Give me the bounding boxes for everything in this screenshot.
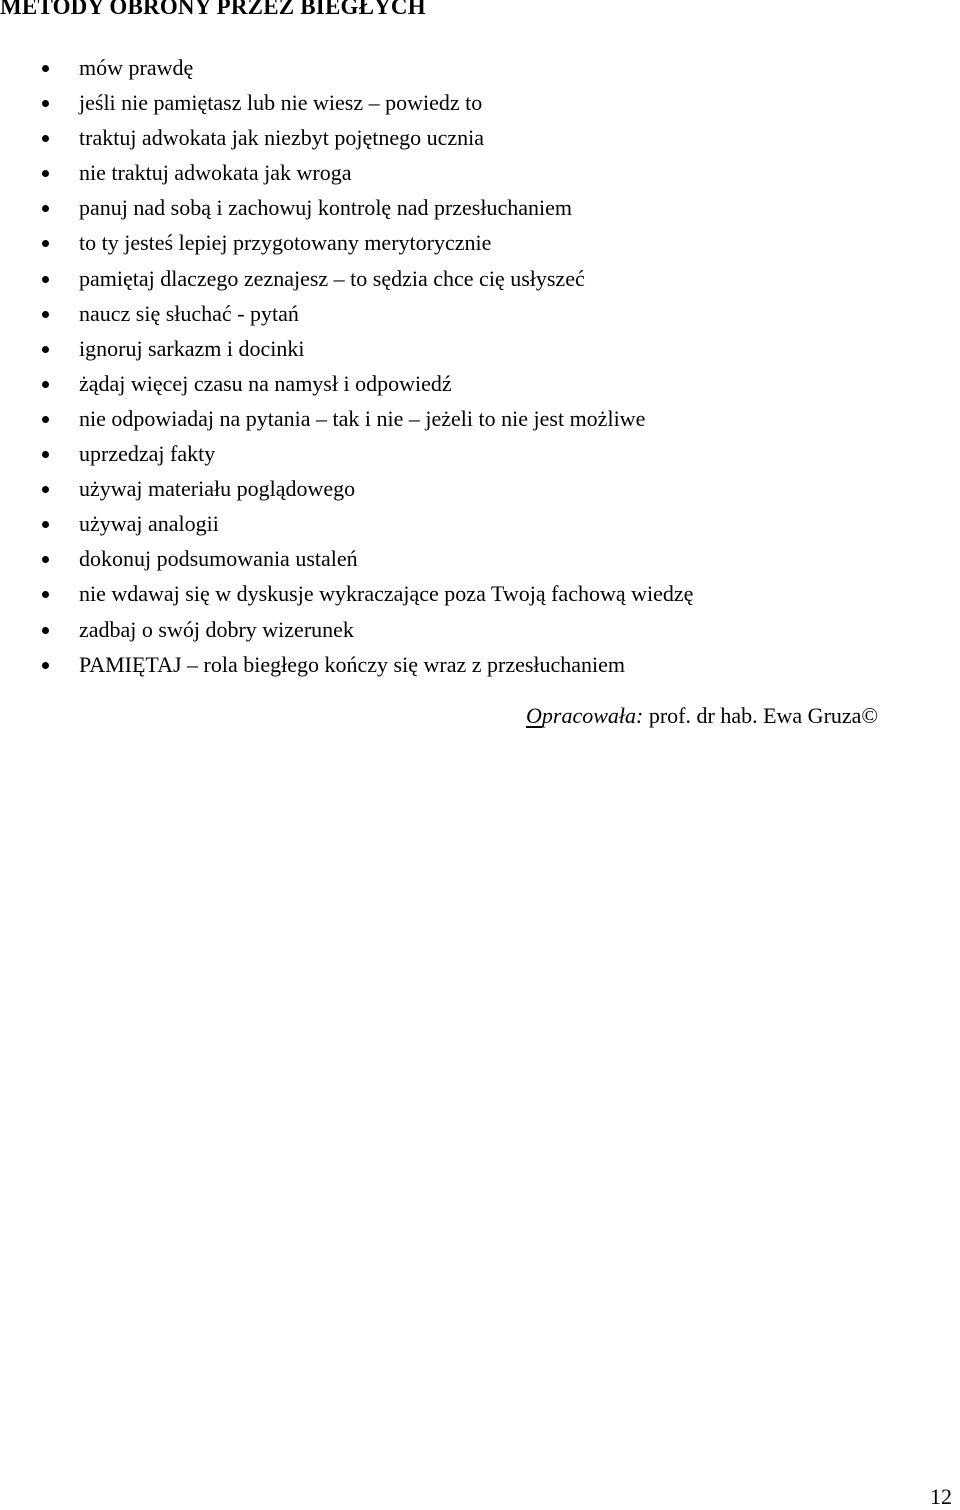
bullet-icon [42, 311, 49, 318]
bullet-icon [42, 100, 49, 107]
list-item [0, 401, 693, 436]
list-item-text: nie traktuj adwokata jak wroga [79, 160, 352, 186]
signature-author: prof. dr hab. Ewa Gruza [643, 703, 862, 728]
list-item [0, 471, 693, 506]
bullet-icon [42, 662, 49, 669]
bullet-icon [42, 276, 49, 283]
list-item-text: żądaj więcej czasu na namysł i odpowiedź [79, 370, 452, 396]
list-item [0, 612, 693, 647]
list-item [0, 647, 693, 682]
list-item [0, 225, 693, 260]
bullet-icon [42, 65, 49, 72]
list-item-text: nie wdawaj się w dyskusje wykraczające poza Twoją fachową wiedzę [79, 581, 694, 607]
bullet-icon [42, 556, 49, 563]
list-item-text: panuj nad sobą i zachowuj kontrolę nad przesłuchaniem [79, 195, 573, 221]
page-title: METODY OBRONY PRZEZ BIEGŁYCH [0, 0, 426, 19]
list-item [0, 436, 693, 471]
list-item-text: dokonuj podsumowania ustaleń [79, 546, 358, 572]
list-item-text: zadbaj o swój dobry wizerunek [79, 616, 354, 642]
list-item-text: używaj analogii [79, 511, 219, 537]
list-item [0, 190, 693, 225]
list-item-text: PAMIĘTAJ – rola biegłego kończy się wraz z przesłuchaniem [79, 651, 626, 677]
author-signature [526, 703, 878, 729]
list-item-text: uprzedzaj fakty [79, 441, 216, 467]
bullet-icon [42, 416, 49, 423]
list-item-text: używaj materiału poglądowego [79, 476, 356, 502]
list-item [0, 296, 693, 331]
list-item-text: mów prawdę [79, 55, 194, 80]
bullet-icon [42, 346, 49, 353]
bullet-icon [42, 205, 49, 212]
signature-label-initial: O [526, 703, 542, 728]
bullet-icon [42, 381, 49, 388]
list-item-text: jeśli nie pamiętasz lub nie wiesz – powiedz to [79, 90, 483, 116]
list-item-text: ignoruj sarkazm i docinki [79, 335, 305, 361]
bullet-icon [42, 486, 49, 493]
bullet-icon [42, 591, 49, 598]
bullet-icon [42, 240, 49, 247]
list-item [0, 541, 693, 576]
bullet-icon [42, 627, 49, 634]
page-number: 12 [930, 1484, 952, 1509]
bullet-icon [42, 521, 49, 528]
list-item-text: to ty jesteś lepiej przygotowany merytorycznie [79, 230, 492, 256]
list-item [0, 155, 693, 190]
list-item [0, 120, 693, 155]
bullet-list [0, 50, 693, 682]
list-item [0, 366, 693, 401]
signature-label [526, 703, 643, 728]
list-item-text: traktuj adwokata jak niezbyt pojętnego ucznia [79, 125, 485, 151]
list-item [0, 261, 693, 296]
bullet-icon [42, 451, 49, 458]
list-item [0, 331, 693, 366]
list-item [0, 506, 693, 541]
list-item-text: naucz się słuchać - pytań [79, 300, 299, 326]
list-item-text: pamiętaj dlaczego zeznajesz – to sędzia chce cię usłyszeć [79, 265, 585, 291]
list-item-text: nie odpowiadaj na pytania – tak i nie – jeżeli to nie jest możliwe [79, 405, 646, 431]
bullet-icon [42, 170, 49, 177]
list-item [0, 50, 693, 85]
list-item [0, 576, 693, 611]
bullet-icon [42, 135, 49, 142]
copyright-icon: © [861, 703, 879, 728]
signature-label-rest: pracowała: [541, 703, 644, 728]
list-item [0, 85, 693, 120]
